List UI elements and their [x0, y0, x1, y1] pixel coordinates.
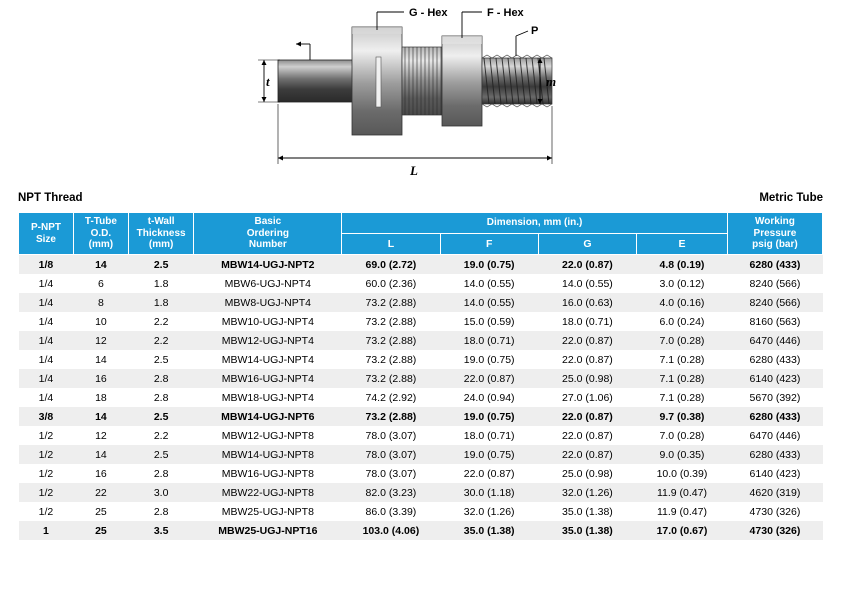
- cell-dim-l: 73.2 (2.88): [342, 369, 440, 388]
- cell-wall-thickness: 2.5: [128, 407, 194, 426]
- th-t-tube-od: [73, 213, 128, 255]
- cell-dim-f: 14.0 (0.55): [440, 293, 538, 312]
- th-t-wall-line3: (mm): [148, 239, 174, 251]
- cell-dim-e: 4.0 (0.16): [637, 293, 728, 312]
- cell-dim-l: 78.0 (3.07): [342, 445, 440, 464]
- cell-dim-l: 74.2 (2.92): [342, 388, 440, 407]
- metric-tube-label: Metric Tube: [759, 192, 823, 204]
- cell-dim-e: 9.0 (0.35): [637, 445, 728, 464]
- cell-tube-od: 22: [73, 483, 128, 502]
- cell-working-pressure: 6280 (433): [727, 445, 822, 464]
- cell-dim-e: 17.0 (0.67): [637, 521, 728, 540]
- th-p-npt-size-line1: P-NPT: [30, 222, 61, 233]
- cell-wall-thickness: 3.5: [128, 521, 194, 540]
- cell-dim-l: 82.0 (3.23): [342, 483, 440, 502]
- cell-p-npt-size: 1/2: [19, 426, 74, 445]
- cell-ordering-number: MBW16-UGJ-NPT8: [194, 464, 342, 483]
- cell-ordering-number: MBW18-UGJ-NPT4: [194, 388, 342, 407]
- th-dim-l: L: [342, 234, 440, 255]
- table-body: [19, 255, 823, 541]
- cell-dim-g: 25.0 (0.98): [538, 369, 636, 388]
- table-row: [19, 407, 823, 426]
- cell-working-pressure: 4730 (326): [727, 502, 822, 521]
- cell-wall-thickness: 2.8: [128, 464, 194, 483]
- label-p: P: [531, 25, 539, 37]
- cell-wall-thickness: 2.2: [128, 331, 194, 350]
- cell-dim-g: 35.0 (1.38): [538, 521, 636, 540]
- cell-dim-e: 3.0 (0.12): [637, 274, 728, 293]
- cell-tube-od: 12: [73, 331, 128, 350]
- cell-dim-e: 7.0 (0.28): [637, 331, 728, 350]
- cell-dim-e: 11.9 (0.47): [637, 502, 728, 521]
- th-dim-e: E: [637, 234, 728, 255]
- cell-ordering-number: MBW14-UGJ-NPT4: [194, 350, 342, 369]
- cell-tube-od: 6: [73, 274, 128, 293]
- th-p-npt-size: [19, 213, 74, 255]
- table-row: [19, 369, 823, 388]
- cell-p-npt-size: 1/4: [19, 331, 74, 350]
- cell-ordering-number: MBW25-UGJ-NPT16: [194, 521, 342, 540]
- cell-wall-thickness: 2.5: [128, 445, 194, 464]
- cell-dim-g: 32.0 (1.26): [538, 483, 636, 502]
- cell-working-pressure: 6280 (433): [727, 407, 822, 426]
- cell-ordering-number: MBW12-UGJ-NPT8: [194, 426, 342, 445]
- cell-working-pressure: 6140 (423): [727, 464, 822, 483]
- th-t-tube-line1: T-Tube: [84, 216, 117, 228]
- cell-dim-e: 4.8 (0.19): [637, 255, 728, 275]
- cell-dim-l: 73.2 (2.88): [342, 350, 440, 369]
- label-l: L: [410, 163, 418, 178]
- cell-dim-l: 78.0 (3.07): [342, 464, 440, 483]
- cell-dim-e: 6.0 (0.24): [637, 312, 728, 331]
- table-caption-row: [18, 190, 823, 212]
- cell-p-npt-size: 1/4: [19, 369, 74, 388]
- cell-wall-thickness: 2.8: [128, 369, 194, 388]
- th-basic-line1: Basic: [254, 216, 282, 228]
- cell-tube-od: 25: [73, 521, 128, 540]
- table-row: [19, 312, 823, 331]
- table-row: [19, 445, 823, 464]
- cell-p-npt-size: 1/2: [19, 464, 74, 483]
- cell-tube-od: 14: [73, 407, 128, 426]
- label-f-hex: F - Hex: [487, 7, 524, 19]
- cell-ordering-number: MBW25-UGJ-NPT8: [194, 502, 342, 521]
- th-working-pressure: [727, 213, 822, 255]
- th-p-npt-size-line2: Size: [35, 233, 56, 245]
- table-row: [19, 502, 823, 521]
- cell-dim-g: 25.0 (0.98): [538, 464, 636, 483]
- cell-p-npt-size: 1/2: [19, 502, 74, 521]
- cell-tube-od: 14: [73, 445, 128, 464]
- cell-wall-thickness: 2.5: [128, 350, 194, 369]
- cell-p-npt-size: 1/2: [19, 483, 74, 502]
- cell-p-npt-size: 1/2: [19, 445, 74, 464]
- th-t-tube-line3: (mm): [88, 239, 114, 251]
- cell-dim-g: 35.0 (1.38): [538, 502, 636, 521]
- cell-p-npt-size: 1/4: [19, 388, 74, 407]
- cell-dim-g: 16.0 (0.63): [538, 293, 636, 312]
- cell-working-pressure: 6140 (423): [727, 369, 822, 388]
- th-basic-line2: Ordering: [246, 227, 289, 239]
- cell-tube-od: 12: [73, 426, 128, 445]
- cell-wall-thickness: 2.2: [128, 426, 194, 445]
- table-row: [19, 274, 823, 293]
- cell-wall-thickness: 2.8: [128, 502, 194, 521]
- cell-working-pressure: 8160 (563): [727, 312, 822, 331]
- cell-dim-l: 73.2 (2.88): [342, 312, 440, 331]
- cell-p-npt-size: 1: [19, 521, 74, 540]
- cell-dim-l: 103.0 (4.06): [342, 521, 440, 540]
- cell-working-pressure: 5670 (392): [727, 388, 822, 407]
- table-row: [19, 426, 823, 445]
- th-t-tube-line2: O.D.: [90, 227, 112, 239]
- cell-dim-f: 32.0 (1.26): [440, 502, 538, 521]
- cell-p-npt-size: 1/8: [19, 255, 74, 275]
- cell-dim-f: 24.0 (0.94): [440, 388, 538, 407]
- cell-wall-thickness: 1.8: [128, 274, 194, 293]
- label-t: t: [266, 74, 270, 89]
- cell-dim-g: 22.0 (0.87): [538, 445, 636, 464]
- cell-ordering-number: MBW14-UGJ-NPT6: [194, 407, 342, 426]
- cell-dim-l: 73.2 (2.88): [342, 407, 440, 426]
- cell-dim-f: 35.0 (1.38): [440, 521, 538, 540]
- cell-ordering-number: MBW14-UGJ-NPT8: [194, 445, 342, 464]
- cell-tube-od: 14: [73, 255, 128, 275]
- cell-ordering-number: MBW16-UGJ-NPT4: [194, 369, 342, 388]
- cell-tube-od: 14: [73, 350, 128, 369]
- cell-dim-g: 14.0 (0.55): [538, 274, 636, 293]
- cell-dim-g: 22.0 (0.87): [538, 407, 636, 426]
- cell-tube-od: 16: [73, 369, 128, 388]
- cell-working-pressure: 4620 (319): [727, 483, 822, 502]
- cell-working-pressure: 6280 (433): [727, 350, 822, 369]
- cell-ordering-number: MBW10-UGJ-NPT4: [194, 312, 342, 331]
- cell-tube-od: 10: [73, 312, 128, 331]
- cell-dim-g: 22.0 (0.87): [538, 426, 636, 445]
- cell-working-pressure: 8240 (566): [727, 293, 822, 312]
- cell-dim-e: 7.1 (0.28): [637, 388, 728, 407]
- cell-dim-f: 19.0 (0.75): [440, 255, 538, 275]
- table-head: [19, 213, 823, 255]
- th-dimension-group: Dimension, mm (in.): [342, 213, 728, 234]
- cell-dim-f: 19.0 (0.75): [440, 445, 538, 464]
- th-basic-line3: Number: [248, 239, 287, 251]
- cell-wall-thickness: 2.2: [128, 312, 194, 331]
- cell-dim-f: 19.0 (0.75): [440, 407, 538, 426]
- cell-working-pressure: 4730 (326): [727, 521, 822, 540]
- cell-working-pressure: 6280 (433): [727, 255, 822, 275]
- cell-working-pressure: 6470 (446): [727, 426, 822, 445]
- spec-table-wrap: [18, 212, 823, 540]
- cell-dim-l: 60.0 (2.36): [342, 274, 440, 293]
- table-row: [19, 255, 823, 275]
- th-t-wall-line2: Thickness: [136, 227, 186, 239]
- cell-working-pressure: 6470 (446): [727, 331, 822, 350]
- npt-thread-label: NPT Thread: [18, 192, 83, 204]
- cell-tube-od: 8: [73, 293, 128, 312]
- fitting-diagram: [0, 0, 841, 190]
- cell-dim-f: 18.0 (0.71): [440, 426, 538, 445]
- cell-dim-f: 22.0 (0.87): [440, 369, 538, 388]
- cell-ordering-number: MBW22-UGJ-NPT8: [194, 483, 342, 502]
- cell-dim-l: 86.0 (3.39): [342, 502, 440, 521]
- th-dim-f: F: [440, 234, 538, 255]
- cell-ordering-number: MBW6-UGJ-NPT4: [194, 274, 342, 293]
- cell-dim-g: 18.0 (0.71): [538, 312, 636, 331]
- cell-ordering-number: MBW8-UGJ-NPT4: [194, 293, 342, 312]
- cell-dim-f: 14.0 (0.55): [440, 274, 538, 293]
- cell-p-npt-size: 1/4: [19, 350, 74, 369]
- table-row: [19, 331, 823, 350]
- cell-dim-f: 22.0 (0.87): [440, 464, 538, 483]
- cell-wall-thickness: 2.5: [128, 255, 194, 275]
- cell-dim-e: 9.7 (0.38): [637, 407, 728, 426]
- th-working-line3: psig (bar): [752, 239, 798, 251]
- cell-p-npt-size: 1/4: [19, 274, 74, 293]
- table-row: [19, 293, 823, 312]
- cell-tube-od: 18: [73, 388, 128, 407]
- th-basic-ordering-number: [194, 213, 342, 255]
- cell-dim-f: 15.0 (0.59): [440, 312, 538, 331]
- cell-dim-g: 27.0 (1.06): [538, 388, 636, 407]
- cell-ordering-number: MBW14-UGJ-NPT2: [194, 255, 342, 275]
- th-working-line1: Working: [755, 216, 795, 228]
- cell-wall-thickness: 3.0: [128, 483, 194, 502]
- cell-dim-g: 22.0 (0.87): [538, 350, 636, 369]
- cell-dim-e: 7.1 (0.28): [637, 350, 728, 369]
- cell-dim-l: 69.0 (2.72): [342, 255, 440, 275]
- cell-dim-e: 7.1 (0.28): [637, 369, 728, 388]
- th-dim-g: G: [538, 234, 636, 255]
- th-t-wall-thickness: [128, 213, 194, 255]
- table-head-row-1: [19, 213, 823, 234]
- cell-dim-l: 73.2 (2.88): [342, 331, 440, 350]
- cell-p-npt-size: 1/4: [19, 293, 74, 312]
- th-working-line2: Pressure: [753, 227, 797, 239]
- table-row: [19, 388, 823, 407]
- table-row: [19, 350, 823, 369]
- cell-dim-f: 30.0 (1.18): [440, 483, 538, 502]
- cell-tube-od: 16: [73, 464, 128, 483]
- cell-dim-e: 11.9 (0.47): [637, 483, 728, 502]
- cell-working-pressure: 8240 (566): [727, 274, 822, 293]
- cell-p-npt-size: 3/8: [19, 407, 74, 426]
- th-t-wall-line1: t-Wall: [147, 216, 175, 228]
- cell-wall-thickness: 2.8: [128, 388, 194, 407]
- cell-tube-od: 25: [73, 502, 128, 521]
- cell-dim-l: 78.0 (3.07): [342, 426, 440, 445]
- cell-dim-f: 19.0 (0.75): [440, 350, 538, 369]
- label-m: m: [546, 74, 557, 89]
- cell-dim-l: 73.2 (2.88): [342, 293, 440, 312]
- table-row: [19, 483, 823, 502]
- cell-p-npt-size: 1/4: [19, 312, 74, 331]
- cell-wall-thickness: 1.8: [128, 293, 194, 312]
- table-row: [19, 464, 823, 483]
- label-g-hex: G - Hex: [409, 7, 448, 19]
- cell-dim-g: 22.0 (0.87): [538, 331, 636, 350]
- spec-table: [18, 212, 823, 540]
- cell-ordering-number: MBW12-UGJ-NPT4: [194, 331, 342, 350]
- cell-dim-e: 7.0 (0.28): [637, 426, 728, 445]
- cell-dim-e: 10.0 (0.39): [637, 464, 728, 483]
- cell-dim-g: 22.0 (0.87): [538, 255, 636, 275]
- cell-dim-f: 18.0 (0.71): [440, 331, 538, 350]
- table-row: [19, 521, 823, 540]
